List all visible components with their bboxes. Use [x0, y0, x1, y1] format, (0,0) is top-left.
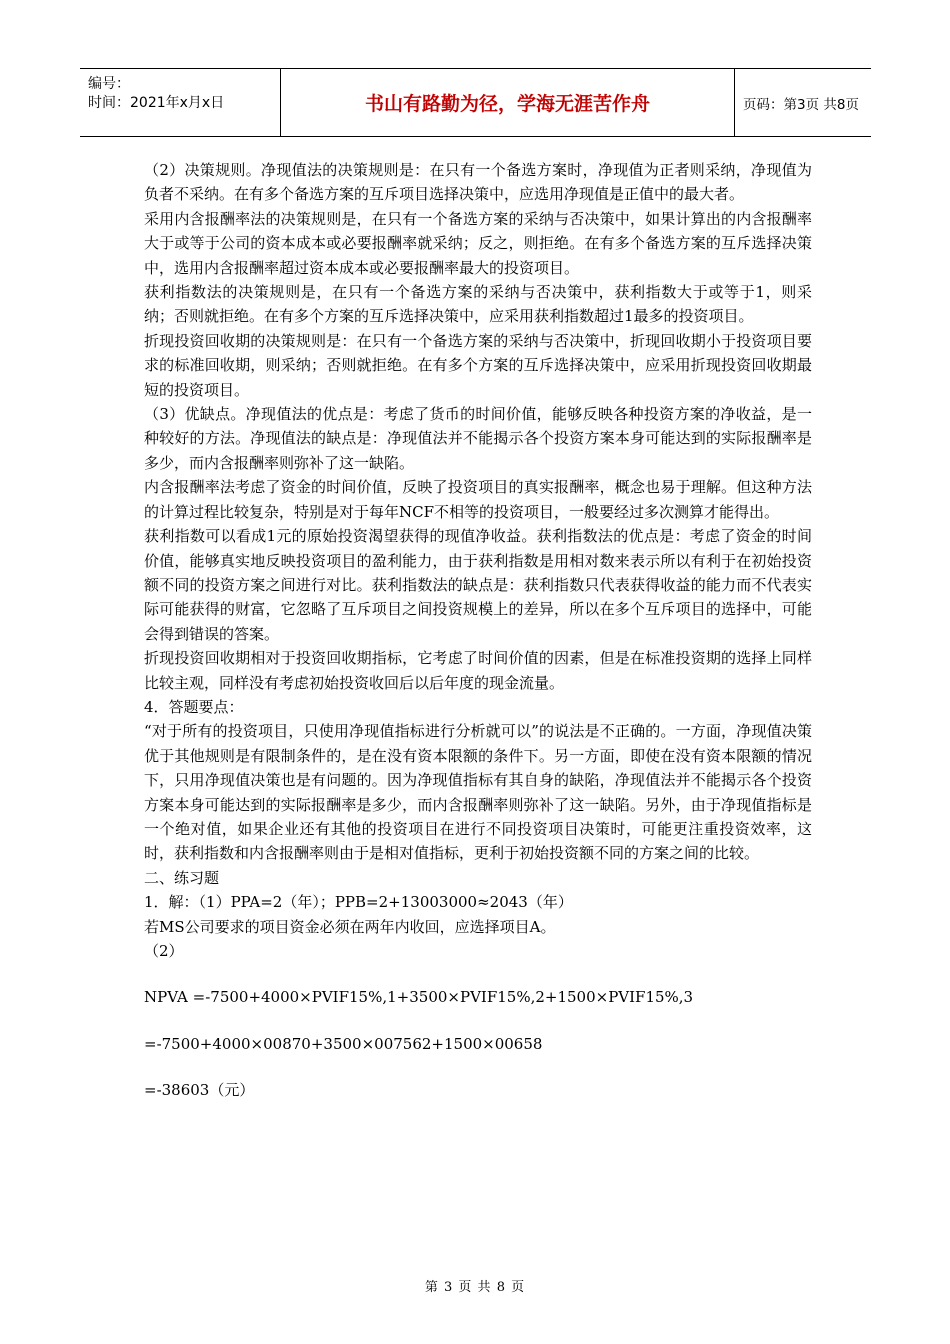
header-page-info: 页码：第3页 共8页 — [743, 96, 859, 113]
header-motto: 书山有路勤为径，学海无涯苦作舟 — [364, 93, 650, 115]
page-footer: 第 3 页 共 8 页 — [424, 1280, 526, 1295]
header-page-cell — [735, 69, 871, 136]
section-heading: 二、练习题 — [144, 868, 220, 887]
document-date-label: 时间：2021年x月x日 — [88, 95, 225, 111]
paragraph: 采用内含报酬率法的决策规则是，在只有一个备选方案的采纳与否决策中，如果计算出的内含报酬率大于或等于公司的资本成本或必要报酬率就采纳；反之，则拒绝。在有多个备选方案的互斥选择决策中，选用内含报酬率超过资本成本或必要报酬率最大的投资项目。 — [144, 209, 812, 277]
paragraph: 若MS公司要求的项目资金必须在两年内收回，应选择项目A。 — [144, 917, 556, 936]
paragraph: （2） — [144, 942, 184, 960]
paragraph: “对于所有的投资项目，只使用净现值指标进行分析就可以”的说法是不正确的。一方面，净现值决策优于其他规则是有限制条件的，是在没有资本限额的条件下。另一方面，即使在没有资本限额的情况下，只用净现值决策也是有问题的。因为净现值指标有其自身的缺陷，净现值法并不能揭示各个投资方案本身可能达到的实际报酬率是多少，而内含报酬率则弥补了这一缺陷。另外，由于净现值指标是一个绝对值，如果企业还有其他的投资项目在进行不同投资项目决策时，可能更注重投资效率，这时，获利指数和内含报酬率则由于是相对值指标，更利于初始投资额不同的方案之间的比较。 — [144, 722, 812, 863]
formula-line: =-38603（元） — [144, 1081, 255, 1100]
paragraph: 内含报酬率法考虑了资金的时间价值，反映了投资项目的真实报酬率，概念也易于理解。但这种方法的计算过程比较复杂，特别是对于每年NCF不相等的投资项目，一般要经过多次测算才能得出。 — [144, 478, 812, 521]
paragraph: （3）优缺点。净现值法的优点是：考虑了货币的时间价值，能够反映各种投资方案的净收益，是一种较好的方法。净现值法的缺点是：净现值法并不能揭示各个投资方案本身可能达到的实际报酬率是多少，而内含报酬率则弥补了这一缺陷。 — [144, 405, 812, 472]
paragraph: （2）决策规则。净现值法的决策规则是：在只有一个备选方案时，净现值为正者则采纳，净现值为负者不采纳。在有多个备选方案的互斥项目选择决策中，应选用净现值是正值中的最大者。 — [144, 161, 812, 204]
paragraph: 折现投资回收期相对于投资回收期指标，它考虑了时间价值的因素，但是在标准投资期的选择上同样比较主观，同样没有考虑初始投资收回后以后年度的现金流量。 — [144, 649, 812, 692]
paragraph: 折现投资回收期的决策规则是：在只有一个备选方案的采纳与否决策中，折现回收期小于投资项目要求的标准回收期，则采纳；否则就拒绝。在有多个方案的互斥选择决策中，应采用折现投资回收期最短的投资项目。 — [144, 331, 812, 399]
document-body — [144, 158, 812, 1103]
formula-line: NPVA =-7500+4000×PVIF15%,1+3500×PVIF15%,2+1500×PVIF15%,3 — [144, 988, 694, 1007]
paragraph: 获利指数法的决策规则是，在只有一个备选方案的采纳与否决策中，获利指数大于或等于1，则采纳；否则就拒绝。在有多个方案的互斥选择决策中，应采用获利指数超过1最多的投资项目。 — [144, 283, 812, 326]
header-motto-cell — [281, 69, 735, 136]
document-number-label: 编号： — [88, 76, 130, 92]
paragraph: 获利指数可以看成1元的原始投资渴望获得的现值净收益。获利指数法的优点是：考虑了资金的时间价值，能够真实地反映投资项目的盈利能力，由于获利指数是用相对数来表示所以有利于在初始投资额不同的投资方案之间进行对比。获利指数法的缺点是：获利指数只代表获得收益的能力而不代表实际可能获得的财富，它忽略了互斥项目之间投资规模上的差异，所以在多个互斥项目的选择中，可能会得到错误的答案。 — [144, 527, 812, 643]
header-left-cell — [80, 69, 281, 136]
section-heading: 4．答题要点： — [144, 697, 244, 716]
paragraph: 1．解：（1）PPA=2（年）；PPB=2+13003000≈2043（年） — [144, 893, 573, 912]
page-header — [80, 68, 871, 137]
formula-line: =-7500+4000×00870+3500×007562+1500×00658 — [144, 1034, 543, 1053]
